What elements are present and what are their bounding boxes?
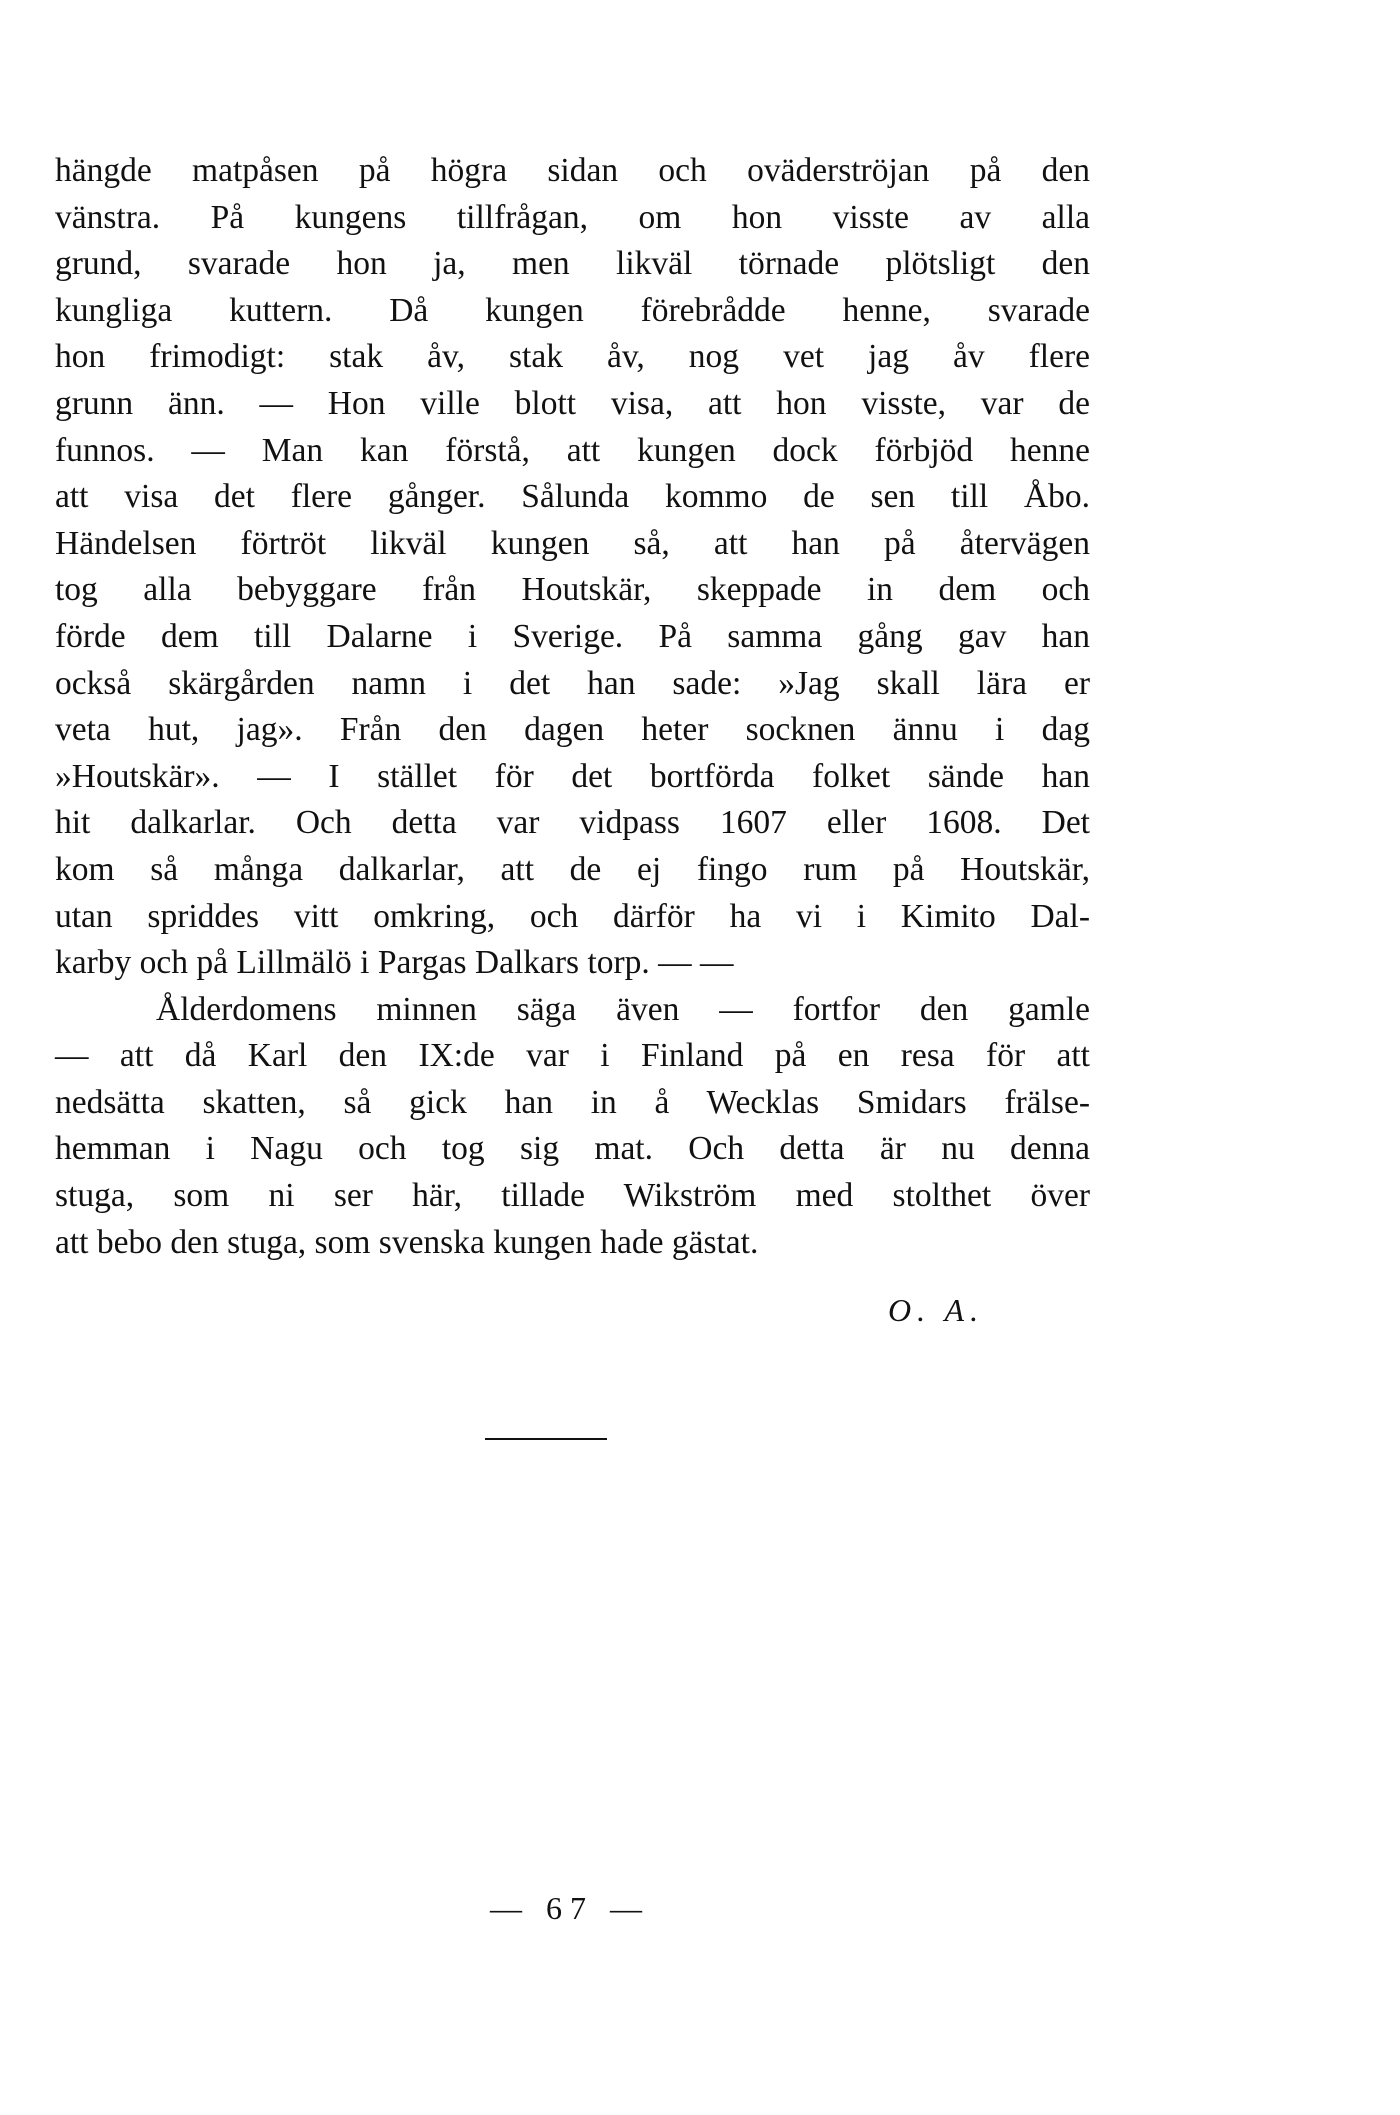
text-line: förde dem till Dalarne i Sverige. På samma gång gav han bbox=[55, 617, 1090, 655]
text-line: karby och på Lillmälö i Pargas Dalkars torp. — — bbox=[55, 944, 734, 982]
text-line: grund, svarade hon ja, men likväl törnade plötsligt den bbox=[55, 245, 1090, 283]
text-line: funnos. — Man kan förstå, att kungen dock förbjöd henne bbox=[55, 431, 1090, 469]
text-line: Händelsen förtröt likväl kungen så, att han på återvägen bbox=[55, 524, 1090, 562]
text-line: kungliga kuttern. Då kungen förebrådde henne, svarade bbox=[55, 291, 1090, 329]
page-number: — 67 — bbox=[490, 1890, 650, 1926]
text-line: veta hut, jag». Från den dagen heter socknen ännu i dag bbox=[55, 711, 1090, 749]
text-line: tog alla bebyggare från Houtskär, skeppade in dem och bbox=[55, 571, 1090, 609]
text-line: — att då Karl den IX:de var i Finland på en resa för att bbox=[55, 1037, 1090, 1075]
text-line: grunn änn. — Hon ville blott visa, att hon visste, var de bbox=[55, 384, 1090, 422]
text-line: »Houtskär». — I stället för det bortförda folket sände han bbox=[55, 757, 1090, 795]
text-line: nedsätta skatten, så gick han in å Wecklas Smidars frälse- bbox=[55, 1083, 1090, 1121]
author-signature: O. A. bbox=[888, 1292, 985, 1328]
text-line: stuga, som ni ser här, tillade Wikström med stolthet över bbox=[55, 1177, 1090, 1215]
text-line: också skärgården namn i det han sade: »Jag skall lära er bbox=[55, 664, 1090, 702]
text-line: utan spriddes vitt omkring, och därför ha vi i Kimito Dal- bbox=[55, 897, 1090, 935]
text-line: hängde matpåsen på högra sidan och oväderströjan på den bbox=[55, 152, 1090, 189]
body-text bbox=[55, 148, 1090, 1266]
text-line: kom så många dalkarlar, att de ej fingo rum på Houtskär, bbox=[55, 850, 1090, 888]
text-line: hemman i Nagu och tog sig mat. Och detta är nu denna bbox=[55, 1130, 1090, 1168]
text-line: att visa det flere gånger. Sålunda kommo de sen till Åbo. bbox=[55, 478, 1090, 516]
section-divider bbox=[485, 1438, 607, 1440]
text-line: hit dalkarlar. Och detta var vidpass 1607 eller 1608. Det bbox=[55, 804, 1090, 842]
text-line: vänstra. På kungens tillfrågan, om hon visste av alla bbox=[55, 198, 1090, 236]
text-line: att bebo den stuga, som svenska kungen hade gästat. bbox=[55, 1223, 759, 1261]
text-line: Ålderdomens minnen säga även — fortfor den gamle bbox=[156, 990, 1090, 1028]
text-line: hon frimodigt: stak åv, stak åv, nog vet jag åv flere bbox=[55, 338, 1090, 376]
